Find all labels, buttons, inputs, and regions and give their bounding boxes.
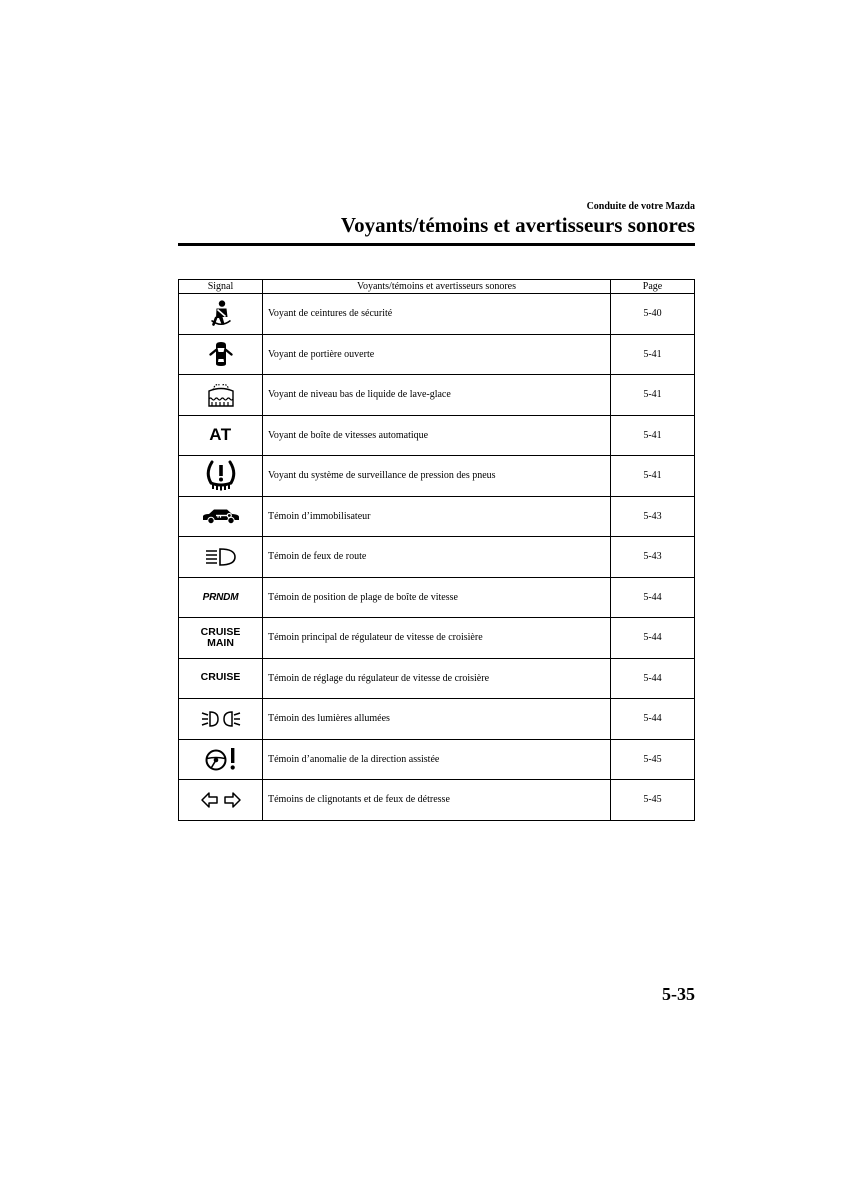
column-header-page: Page xyxy=(611,280,695,294)
column-header-signal: Signal xyxy=(179,280,263,294)
description-cell: Voyant de niveau bas de liquide de lave-glace xyxy=(263,375,611,416)
tire-pressure-warning-icon xyxy=(204,460,238,492)
signal-cell xyxy=(179,578,263,619)
page-cell: 5-43 xyxy=(611,497,695,538)
signal-cell xyxy=(179,618,263,659)
page-cell: 5-45 xyxy=(611,740,695,781)
description-cell: Témoin des lumières allumées xyxy=(263,699,611,740)
description-cell: Témoin principal de régulateur de vitesse de croisière xyxy=(263,618,611,659)
page-cell: 5-41 xyxy=(611,375,695,416)
seatbelt-warning-icon xyxy=(209,300,233,328)
page-cell: 5-44 xyxy=(611,578,695,619)
signal-cell xyxy=(179,335,263,376)
signal-cell xyxy=(179,416,263,457)
warning-lights-table xyxy=(178,279,695,821)
page-cell: 5-40 xyxy=(611,294,695,335)
page-cell: 5-41 xyxy=(611,335,695,376)
signal-cell xyxy=(179,456,263,497)
description-cell: Voyant du système de surveillance de pression des pneus xyxy=(263,456,611,497)
page-cell: 5-44 xyxy=(611,618,695,659)
signal-cell xyxy=(179,780,263,821)
signal-cell xyxy=(179,740,263,781)
signal-cell xyxy=(179,294,263,335)
column-header-description: Voyants/témoins et avertisseurs sonores xyxy=(263,280,611,294)
description-cell: Témoin de feux de route xyxy=(263,537,611,578)
page-number: 5-35 xyxy=(662,984,695,1004)
description-cell: Témoin d’immobilisateur xyxy=(263,497,611,538)
title-divider xyxy=(178,243,695,246)
description-cell: Voyant de boîte de vitesses automatique xyxy=(263,416,611,457)
description-cell: Voyant de portière ouverte xyxy=(263,335,611,376)
page-cell: 5-41 xyxy=(611,416,695,457)
page-title: Voyants/témoins et avertisseurs sonores xyxy=(340,213,695,237)
immobilizer-indicator-icon xyxy=(201,507,241,525)
description-cell: Témoin d’anomalie de la direction assistée xyxy=(263,740,611,781)
page-cell: 5-45 xyxy=(611,780,695,821)
cruise-main-line-1: CRUISE xyxy=(200,625,241,638)
door-ajar-warning-icon xyxy=(208,341,234,367)
page-cell: 5-43 xyxy=(611,537,695,578)
section-title: Conduite de votre Mazda xyxy=(586,201,695,212)
cruise-main-indicator-label xyxy=(201,627,241,649)
description-cell: Témoins de clignotants et de feux de détresse xyxy=(263,780,611,821)
signal-cell xyxy=(179,537,263,578)
description-cell: Témoin de position de plage de boîte de vitesse xyxy=(263,578,611,619)
lights-on-indicator-icon xyxy=(201,710,241,728)
description-cell: Témoin de réglage du régulateur de vitesse de croisière xyxy=(263,659,611,700)
page-cell: 5-44 xyxy=(611,699,695,740)
page-cell: 5-41 xyxy=(611,456,695,497)
signal-cell xyxy=(179,659,263,700)
description-cell: Voyant de ceintures de sécurité xyxy=(263,294,611,335)
cruise-set-indicator-label: CRUISE xyxy=(200,671,241,684)
power-steering-warning-icon xyxy=(204,746,238,772)
page-cell: 5-44 xyxy=(611,659,695,700)
signal-cell xyxy=(179,699,263,740)
signal-cell xyxy=(179,497,263,538)
turn-signal-hazard-indicator-icon xyxy=(200,791,242,809)
gear-position-indicator-label: PRNDM xyxy=(202,591,239,603)
cruise-main-line-2: MAIN xyxy=(207,636,234,649)
at-indicator-label: AT xyxy=(209,424,232,444)
washer-fluid-level-warning-icon xyxy=(207,382,235,408)
high-beam-indicator-icon xyxy=(205,547,237,567)
signal-cell xyxy=(179,375,263,416)
